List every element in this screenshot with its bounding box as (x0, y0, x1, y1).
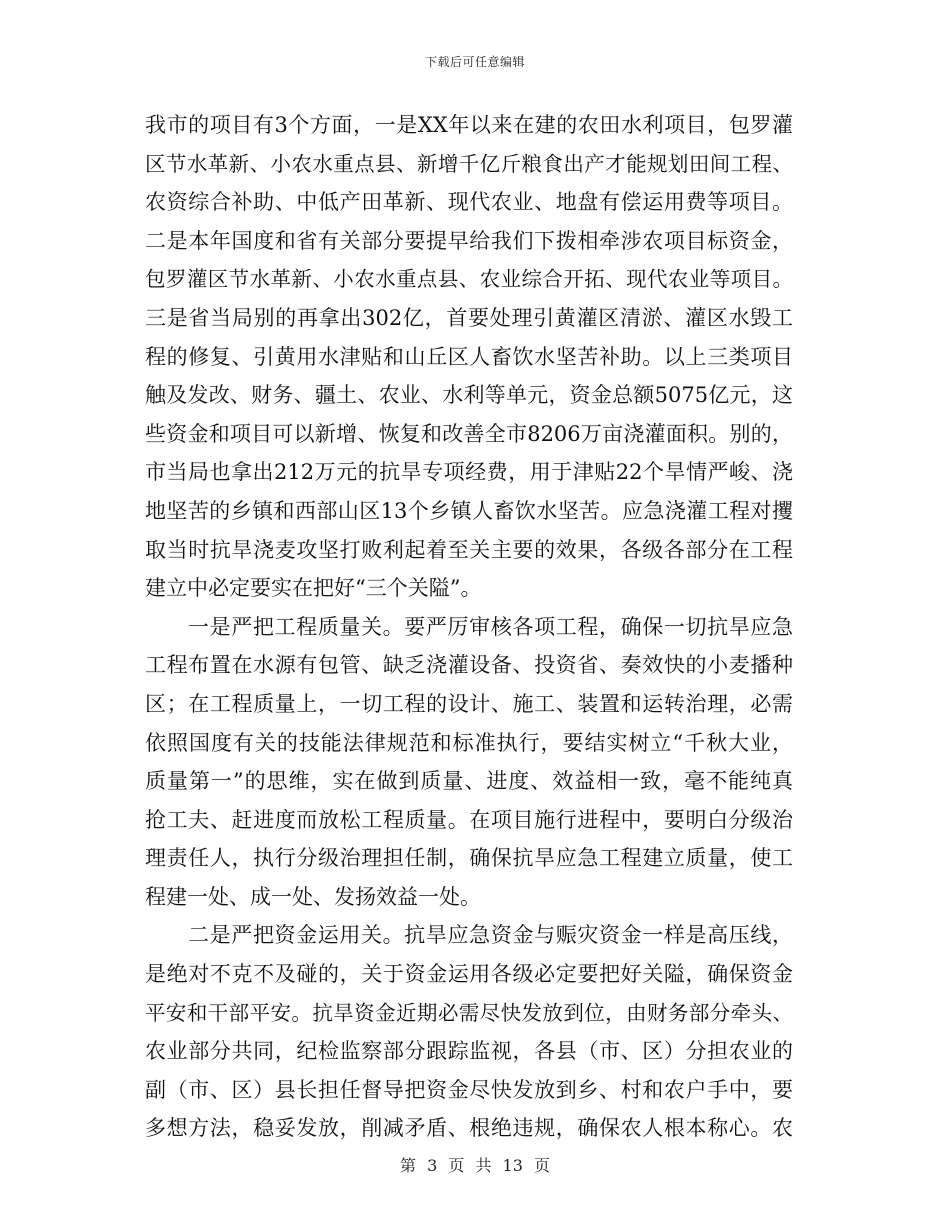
text-line: 是绝对不克不及碰的，关于资金运用各级必定要把好关隘，确保资金 (145, 962, 793, 987)
paragraph-1 (145, 106, 793, 608)
text-line: 建立中必定要实在把好“三个关隘”。 (145, 576, 482, 601)
text-line: 取当时抗旱浇麦攻坚打败利起着至关主要的效果，各级各部分在工程 (145, 537, 793, 562)
page-footer: 第 3 页 共 13 页 (400, 1156, 550, 1175)
text-line: 农资综合补助、中低产田革新、现代农业、地盘有偿运用费等项目。 (145, 190, 793, 215)
paragraph-2 (145, 608, 793, 917)
text-line: 依照国度有关的技能法律规范和标准执行，要结实树立“千秋大业， (145, 730, 793, 755)
text-line: 质量第一”的思维，实在做到质量、进度、效益相一致，毫不能纯真 (145, 769, 793, 794)
text-line: 三是省当局别的再拿出302亿，首要处理引黄灌区清淤、灌区水毁工 (145, 305, 793, 330)
text-line: 包罗灌区节水革新、小农水重点县、农业综合开拓、现代农业等项目。 (145, 267, 793, 292)
body-text (145, 106, 793, 1148)
text-line: 一是严把工程质量关。要严厉审核各项工程，确保一切抗旱应急 (188, 614, 793, 639)
text-line: 理责任人，执行分级治理担任制，确保抗旱应急工程建立质量，使工 (145, 846, 793, 871)
text-line: 我市的项目有3个方面，一是XX年以来在建的农田水利项目，包罗灌 (145, 113, 793, 137)
page-header: 下载后可任意编辑 (424, 55, 525, 69)
text-line: 抢工夫、赶进度而放松工程质量。在项目施行进程中，要明白分级治 (145, 807, 793, 832)
text-line: 农业部分共同，纪检监察部分跟踪监视，各县（市、区）分担农业的 (145, 1039, 793, 1064)
text-line: 副（市、区）县长担任督导把资金尽快发放到乡、村和农户手中，要 (145, 1077, 793, 1102)
text-line: 区节水革新、小农水重点县、新增千亿斤粮食出产才能规划田间工程、 (145, 151, 793, 176)
text-line: 程的修复、引黄用水津贴和山丘区人畜饮水坚苦补助。以上三类项目 (145, 344, 793, 369)
text-line: 区；在工程质量上，一切工程的设计、施工、装置和运转治理，必需 (145, 691, 793, 716)
text-line: 触及发改、财务、疆土、农业、水利等单元，资金总额5075亿元，这 (145, 383, 793, 408)
text-line: 平安和干部平安。抗旱资金近期必需尽快发放到位，由财务部分牵头、 (145, 1000, 793, 1025)
text-line: 二是本年国度和省有关部分要提早给我们下拨相牵涉农项目标资金， (145, 228, 793, 253)
text-line: 地坚苦的乡镇和西部山区13个乡镇人畜饮水坚苦。应急浇灌工程对攫 (145, 498, 793, 523)
text-line: 些资金和项目可以新增、恢复和改善全市8206万亩浇灌面积。别的， (145, 421, 793, 446)
text-line: 程建一处、成一处、发扬效益一处。 (145, 884, 481, 909)
text-line: 工程布置在水源有包管、缺乏浇灌设备、投资省、奏效快的小麦播种 (145, 653, 793, 678)
text-line: 二是严把资金运用关。抗旱应急资金与赈灾资金一样是高压线， (188, 923, 793, 948)
paragraph-3 (145, 916, 793, 1148)
text-line: 市当局也拿出212万元的抗旱专项经费，用于津贴22个旱情严峻、浇 (145, 460, 793, 485)
text-line: 多想方法，稳妥发放，削减矛盾、根绝违规，确保农人根本称心。农 (145, 1116, 793, 1141)
